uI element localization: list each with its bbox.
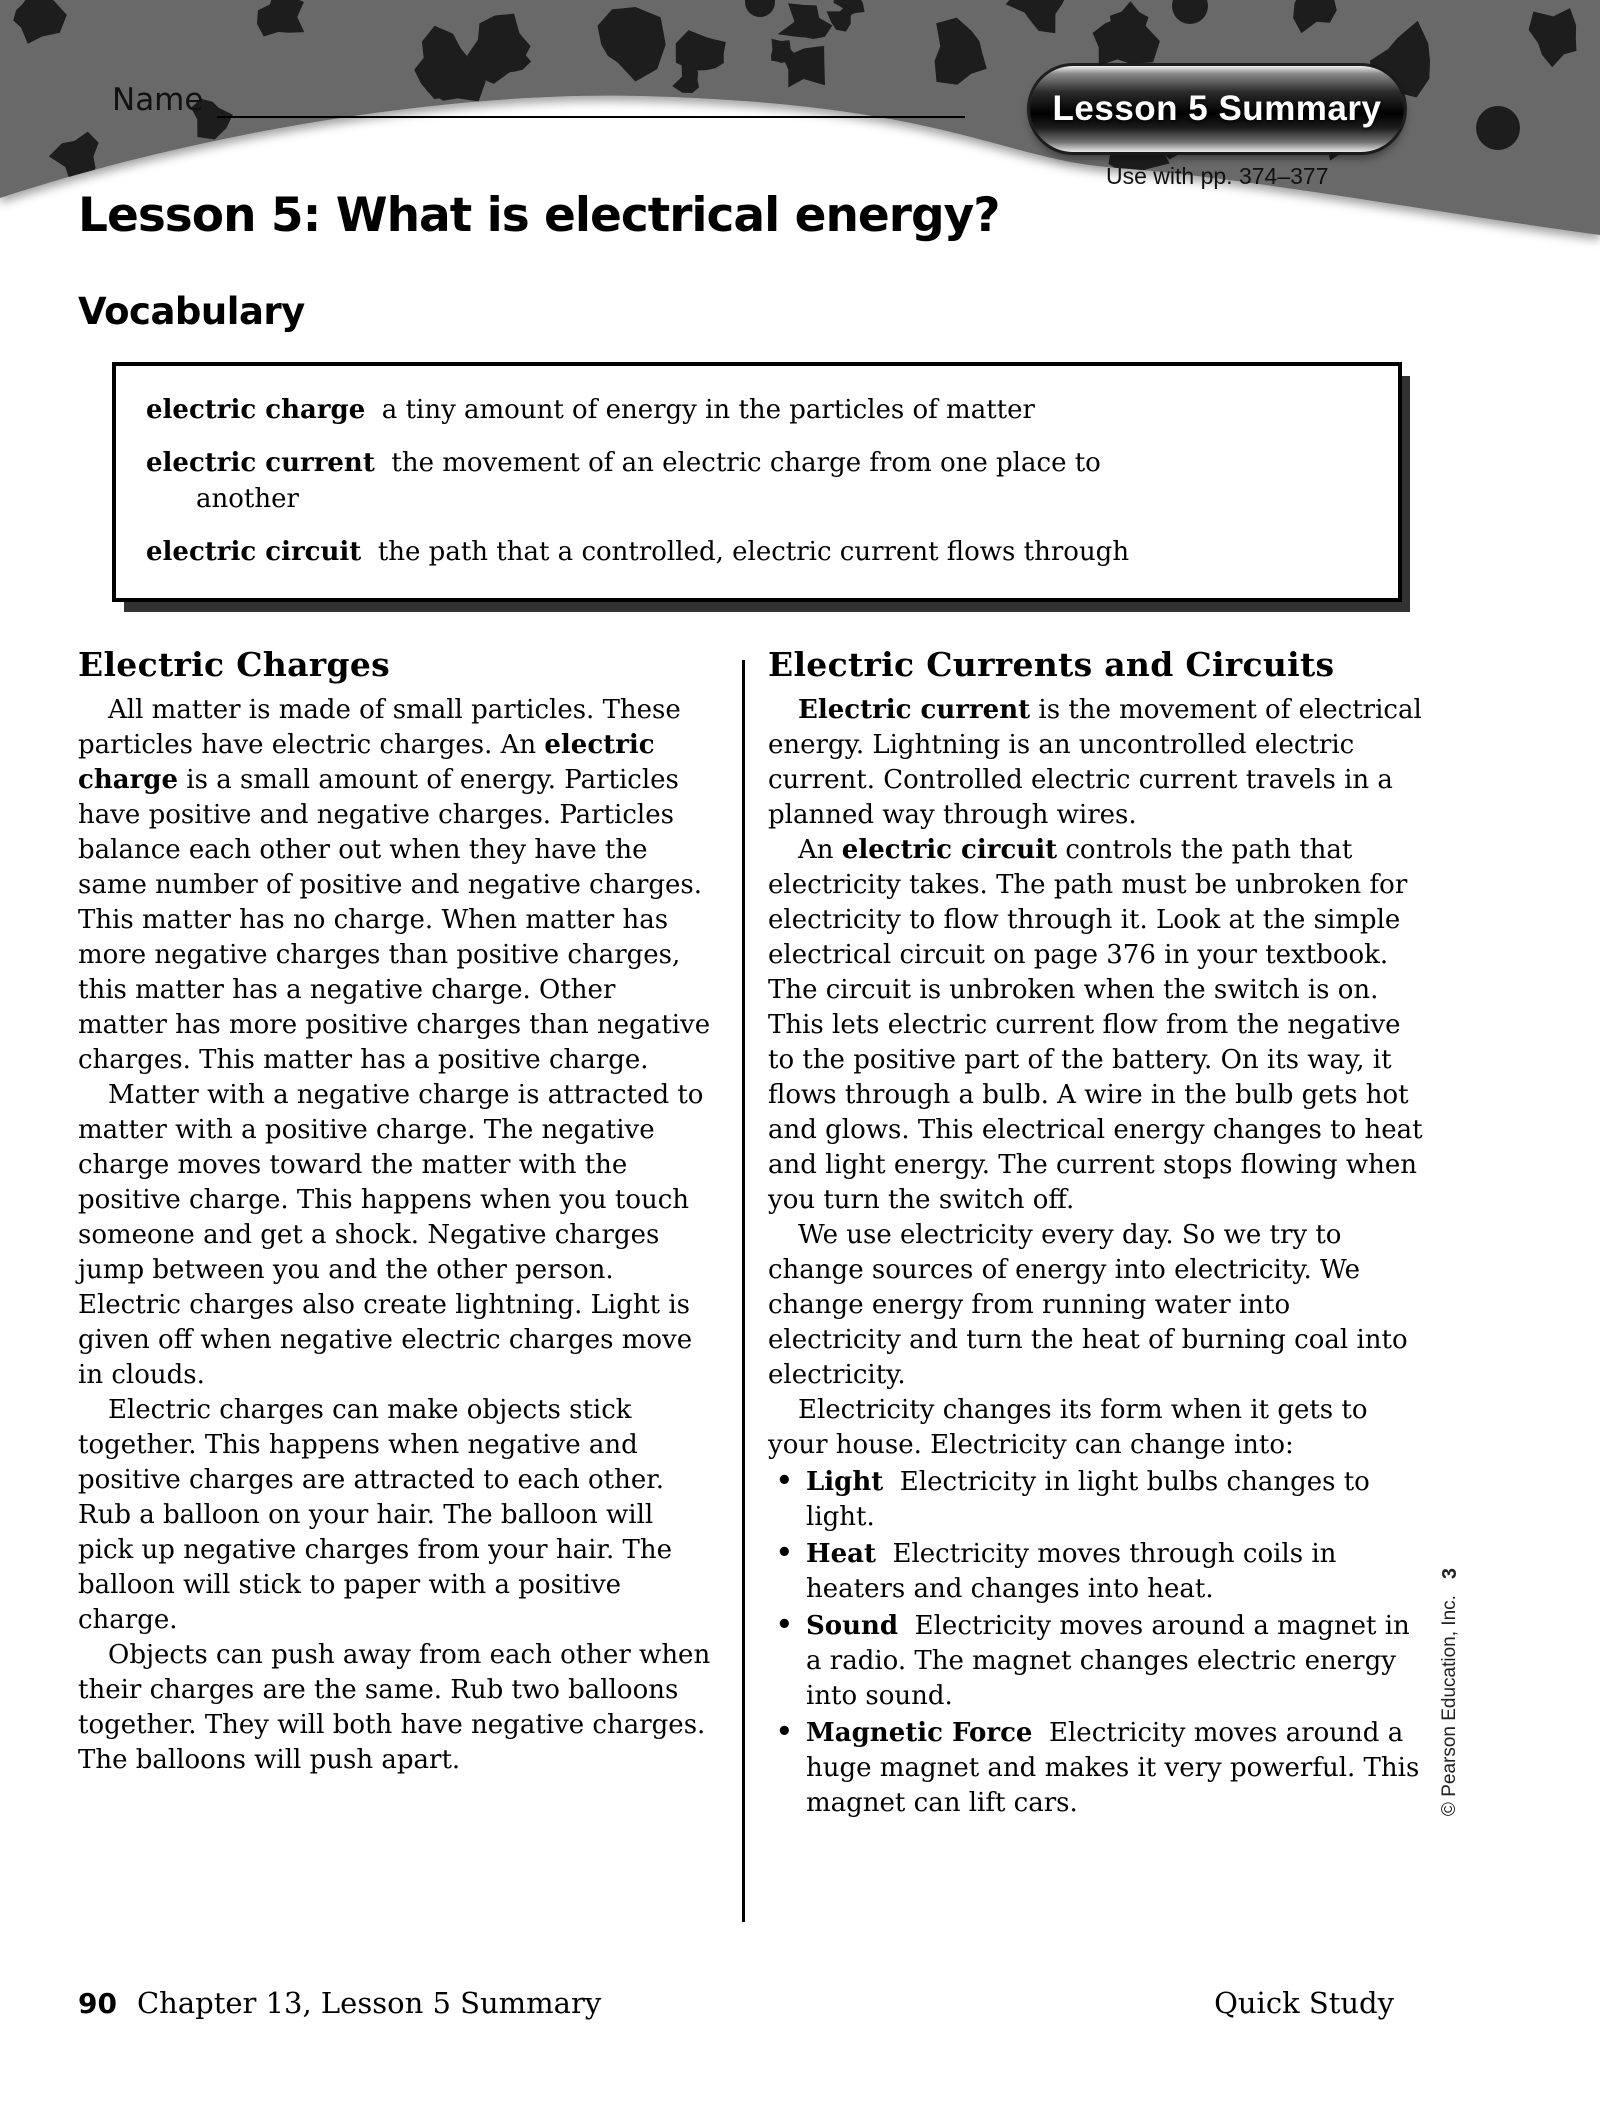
vocab-entry: electric charge a tiny amount of energy in the particles of matter: [146, 395, 1035, 425]
paragraph: Electricity changes its form when it gets to your house. Electricity can change into:: [768, 1394, 1368, 1460]
paragraph: Objects can push away from each other when their charges are the same. Rub two balloons together. They will both have negative charges. The balloons will push apart.: [78, 1639, 711, 1775]
paragraph: Electric current is the movement of electrical energy. Lightning is an uncontrolled electric current. Controlled electric current travels in a planned way through wires.: [768, 694, 1422, 830]
paragraph: Matter with a negative charge is attracted to matter with a positive charge. The negative charge moves toward the matter with the positive charge. This happens when you touch someone and get a shock. Negative charges jump between you and the other person. Electric charges also create lightning. Light is given off when negative electric charges move in clouds.: [78, 1079, 704, 1390]
energy-forms-list: [768, 1465, 1424, 1821]
paragraph: An electric circuit controls the path that electricity takes. The path must be unbroken for electricity to flow through it. Look at the simple electrical circuit on page 376 in your textbook. The circuit is unbroken when the switch is on. This lets electric current flow from the negative to the positive part of the battery. On its way, it flows through a bulb. A wire in the bulb gets hot and glows. This electrical energy changes to heat and light energy. The current stops flowing when you turn the switch off.: [768, 834, 1423, 1215]
bold-term: electric circuit: [146, 537, 362, 567]
vocab-entry: electric current the movement of an electric charge from one place to another: [146, 448, 1101, 514]
bold-term: electric current: [146, 448, 375, 478]
bold-term: electric charge: [146, 395, 366, 425]
lesson-summary-badge: [1030, 66, 1404, 152]
name-blank-line: [217, 74, 965, 118]
bold-term: electric charge: [78, 729, 655, 795]
bold-term: Sound: [806, 1610, 899, 1641]
bold-term: Light: [806, 1466, 884, 1497]
paragraph: We use electricity every day. So we try to change sources of energy into electricity. We change energy from running water into electricity and turn the heat of burning coal into electricity.: [768, 1219, 1408, 1390]
grade-level: 3: [1438, 1567, 1461, 1580]
vocabulary-heading: Vocabulary: [78, 290, 305, 333]
right-column-heading: Electric Currents and Circuits: [768, 645, 1335, 684]
column-divider: [742, 660, 745, 1922]
bullet-item: • Magnetic Force Electricity moves around a huge magnet and makes it very powerful. This magnet can lift cars.: [768, 1716, 1424, 1821]
right-column: [768, 646, 1424, 1821]
page-title: Lesson 5: What is electrical energy?: [78, 188, 1000, 243]
vocab-entry: electric circuit the path that a controlled, electric current flows through: [146, 537, 1130, 567]
bold-term: electric circuit: [841, 834, 1058, 865]
copyright-text: © Pearson Education, Inc.: [1439, 1595, 1460, 1817]
pattern-dot: [1476, 106, 1520, 150]
book-brand: Quick Study: [1214, 1986, 1394, 2020]
chapter-reference: Chapter 13, Lesson 5 Summary: [136, 1986, 602, 2020]
paragraph: All matter is made of small particles. These particles have electric charges. An electric charge is a small amount of energy. Particles have positive and negative charges. Particles balance each other out when they have the same number of positive and negative charges. This matter has no charge. When matter has more negative charges than positive charges, this matter has a negative charge. Other matter has more positive charges than negative charges. This matter has a positive charge.: [78, 694, 711, 1075]
use-with-reference: Use with pp. 374–377: [1106, 163, 1329, 189]
page-number: 90: [78, 1987, 117, 2020]
left-column: [78, 646, 712, 1778]
paragraph: Electric charges can make objects stick together. This happens when negative and positive charges are attracted to each other. Rub a balloon on your hair. The balloon will pick up negative charges from your hair. The balloon will stick to paper with a positive charge.: [78, 1394, 672, 1635]
bold-term: Heat: [806, 1538, 876, 1569]
left-column-paragraphs: [78, 693, 712, 1778]
vocabulary-box: [112, 362, 1402, 602]
name-row: [112, 74, 965, 118]
bullet-item: • Sound Electricity moves around a magnet in a radio. The magnet changes electric energy into sound.: [768, 1609, 1424, 1714]
copyright-vertical: [1438, 1552, 1462, 1832]
bold-term: Electric current: [798, 694, 1031, 725]
bullet-item: • Light Electricity in light bulbs changes to light.: [768, 1465, 1424, 1535]
bold-term: Magnetic Force: [806, 1717, 1033, 1748]
left-column-heading: Electric Charges: [78, 645, 390, 684]
lesson-summary-badge-label: Lesson 5 Summary: [1052, 89, 1382, 128]
page-footer: [78, 1986, 1394, 2020]
right-column-paragraphs: [768, 693, 1424, 1463]
name-label: Name: [112, 82, 204, 118]
bullet-item: • Heat Electricity moves through coils in heaters and changes into heat.: [768, 1537, 1424, 1607]
